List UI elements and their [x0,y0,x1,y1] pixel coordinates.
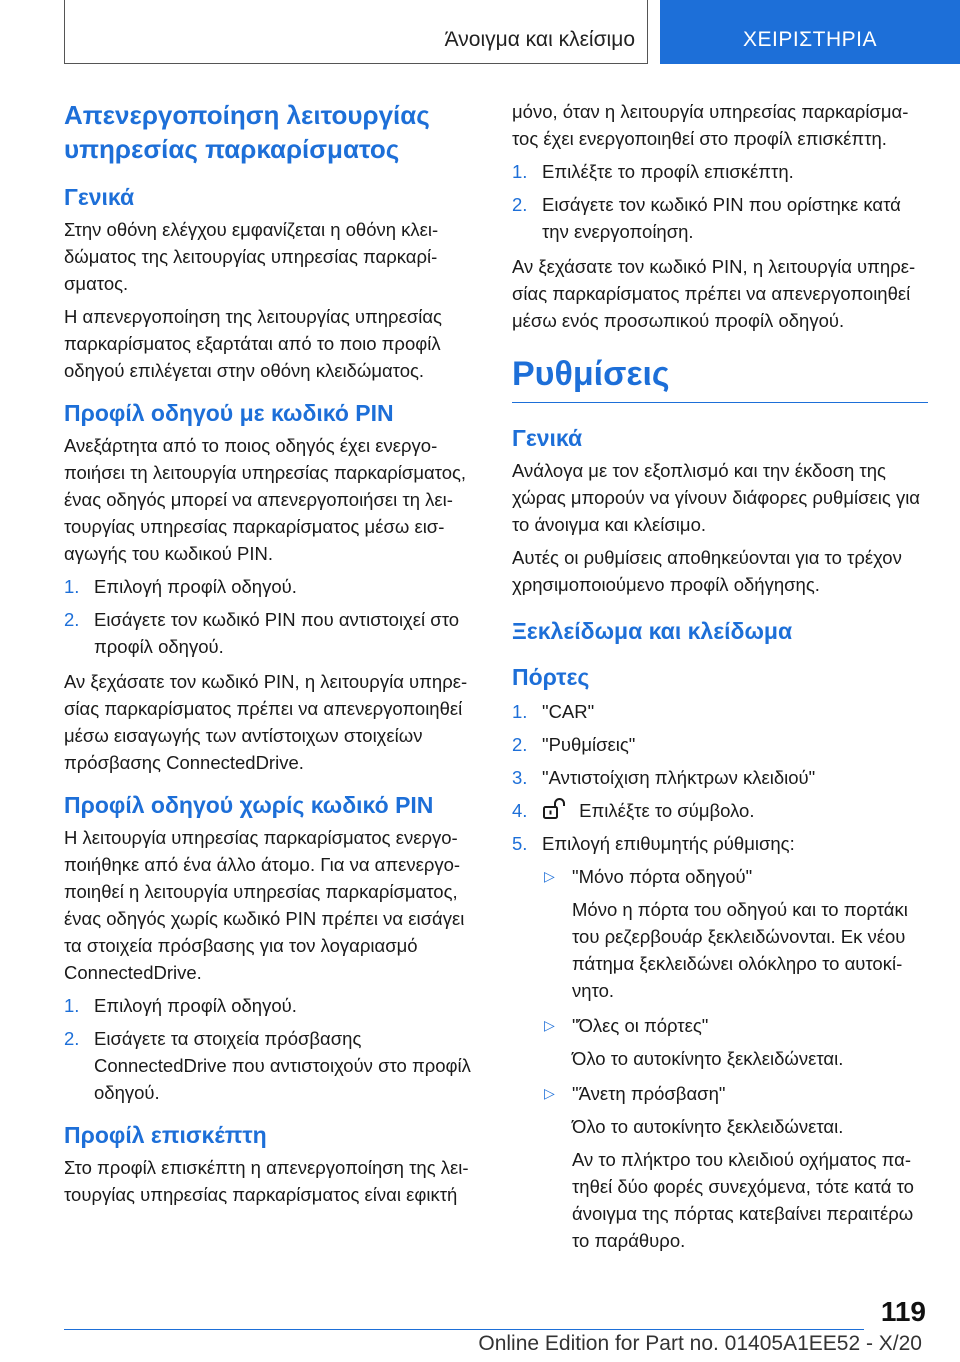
triangle-bullet-icon: ▷ [544,1017,555,1033]
option-description: Όλο το αυτοκίνητο ξεκλειδώνεται. [572,1116,844,1137]
step-number: 5. [512,833,528,854]
step-number: 3. [512,767,528,788]
option-item [542,863,928,1004]
left-column [64,98,480,1214]
list-item [512,158,928,185]
steps-list [512,698,928,1254]
options-list [542,863,928,1254]
steps-list [64,992,480,1106]
heading-general: Γενικά [64,184,135,210]
paragraph: Ανάλογα με τον εξοπλισμό και την έκδοση της χώρας μπορούν να γίνουν διάφορες ρυθμίσεις για το άνοιγμα και κλείσιμο. [512,460,920,535]
option-extra-note: Αν το πλήκτρο του κλειδιού οχήματος πατηθεί δύο φορές συνεχόμενα, τότε κατά το άνοιγμα της πόρτας κατεβαίνει περαιτέρω το παράθυρο. [572,1149,914,1251]
step-text: Επιλέξτε το σύμβολο. [579,800,755,821]
step-text: "Αντιστοίχιση πλήκτρων κλειδιού" [542,767,816,788]
list-item [64,606,480,660]
step-text: Επιλογή προφίλ οδηγού. [94,995,297,1016]
header-chapter-tab [660,0,960,64]
step-text: Επιλογή επιθυμητής ρύθμισης: [542,833,795,854]
header-section-title: Άνοιγμα και κλείσιμο [444,28,635,51]
heading-unlock-lock: Ξεκλείδωμα και κλείδωμα [512,618,793,644]
list-item [512,764,928,791]
right-column [512,98,928,1262]
option-item [542,1080,928,1254]
paragraph: Αυτές οι ρυθμίσεις αποθηκεύονται για το τρέχον χρησιμοποιούμενο προφίλ οδήγησης. [512,547,902,595]
step-text: Επιλογή προφίλ οδηγού. [94,576,297,597]
step-number: 1. [512,161,528,182]
unlock-icon [542,798,568,820]
section-title-deactivate: Απενεργοποίηση λειτουργίας υπηρεσίας παρκαρίσματος [64,100,430,164]
step-number: 2. [64,609,80,630]
paragraph: Στο προφίλ επισκέπτη η απενεργοποίηση της λειτουργίας υπηρεσίας παρκαρίσματος είναι εφικτή [64,1157,469,1205]
paragraph: Ανεξάρτητα από το ποιος οδηγός έχει ενεργοποιήσει τη λειτουργία υπηρεσίας παρκαρίσματος, ένας οδηγός μπορεί να απενεργοποιήσει τη λειτουργίας υπηρεσίας παρκαρίσματος μέσω εισαγωγής του κωδικού PIN. [64,435,467,564]
list-item [512,797,928,824]
steps-list [512,158,928,245]
paragraph: Η απενεργοποίηση της λειτουργίας υπηρεσίας παρκαρίσματος εξαρτάται από το ποιο προφίλ οδηγού επιλέγεται στην οθόνη κλειδώματος. [64,306,442,381]
step-text: "Ρυθμίσεις" [542,734,636,755]
paragraph: Αν ξεχάσατε τον κωδικό PIN, η λειτουργία υπηρεσίας παρκαρίσματος πρέπει να απενεργοποιηθεί μέσω εισαγωγής των αντίστοιχων στοιχείων πρόσβασης ConnectedDrive. [64,671,468,773]
heading-doors: Πόρτες [512,664,590,690]
heading-guest-profile: Προφίλ επισκέπτη [64,1122,267,1148]
step-text: Εισάγετε τα στοιχεία πρόσβασης ConnectedDrive που αντιστοιχούν στο προφίλ οδηγού. [94,1028,471,1103]
step-number: 1. [64,576,80,597]
step-text: Επιλέξτε το προφίλ επισκέπτη. [542,161,794,182]
triangle-bullet-icon: ▷ [544,868,555,884]
list-item [512,191,928,245]
option-item [542,1012,928,1072]
step-number: 4. [512,800,528,821]
footer-edition: Online Edition for Part no. 01405A1EE52 - X/20 [478,1332,922,1355]
step-number: 2. [512,734,528,755]
option-label: "Όλες οι πόρτες" [572,1015,709,1036]
paragraph: Αν ξεχάσατε τον κωδικό PIN, η λειτουργία υπηρεσίας παρκαρίσματος πρέπει να απενεργοποιηθεί μέσω ενός προσωπικού προφίλ οδηγού. [512,256,916,331]
step-text: Εισάγετε τον κωδικό PIN που αντιστοιχεί στο προφίλ οδηγού. [94,609,460,657]
steps-list [64,573,480,660]
heading-profile-no-pin: Προφίλ οδηγού χωρίς κωδικό PIN [64,792,434,818]
step-number: 2. [64,1028,80,1049]
list-item [64,573,480,600]
list-item [512,698,928,725]
paragraph: Η λειτουργία υπηρεσίας παρκαρίσματος ενεργοποιήθηκε από ένα άλλο άτομο. Για να απενεργοποιηθεί η λειτουργία υπηρεσίας παρκαρίσματος, ένας οδηγός χωρίς κωδικό PIN πρέπει να εισάγει τα στοιχεία πρόσβασης για τον λογαριασμό ConnectedDrive. [64,827,465,983]
option-label: "Άνετη πρόσβαση" [572,1083,726,1104]
triangle-bullet-icon: ▷ [544,1085,555,1101]
footer-divider [64,1329,864,1330]
section-title-settings: Ρυθμίσεις [512,352,928,403]
heading-profile-pin: Προφίλ οδηγού με κωδικό PIN [64,400,394,426]
header-section-box [64,0,648,64]
option-description: Όλο το αυτοκίνητο ξεκλειδώνεται. [572,1048,844,1069]
option-label: "Μόνο πόρτα οδηγού" [572,866,753,887]
step-text: "CAR" [542,701,595,722]
step-number: 1. [64,995,80,1016]
step-number: 1. [512,701,528,722]
step-number: 2. [512,194,528,215]
list-item [512,731,928,758]
heading-general: Γενικά [512,425,583,451]
list-item [512,830,928,1254]
list-item [64,1025,480,1106]
page-number: 119 [880,1296,926,1327]
paragraph: μόνο, όταν η λειτουργία υπηρεσίας παρκαρίσματος έχει ενεργοποιηθεί στο προφίλ επισκέπτη. [512,101,909,149]
option-description: Μόνο η πόρτα του οδηγού και το πορτάκι του ρεζερβουάρ ξεκλειδώνονται. Εκ νέου πάτημα ξεκλειδώνει ολόκληρο το αυτοκίνητο. [572,899,908,1001]
header-chapter-title: ΧΕΙΡΙΣΤΗΡΙΑ [742,28,877,51]
step-text: Εισάγετε τον κωδικό PIN που ορίστηκε κατά την ενεργοποίηση. [542,194,901,242]
list-item [64,992,480,1019]
paragraph: Στην οθόνη ελέγχου εμφανίζεται η οθόνη κλειδώματος της λειτουργίας υπηρεσίας παρκαρίσματος. [64,219,439,294]
